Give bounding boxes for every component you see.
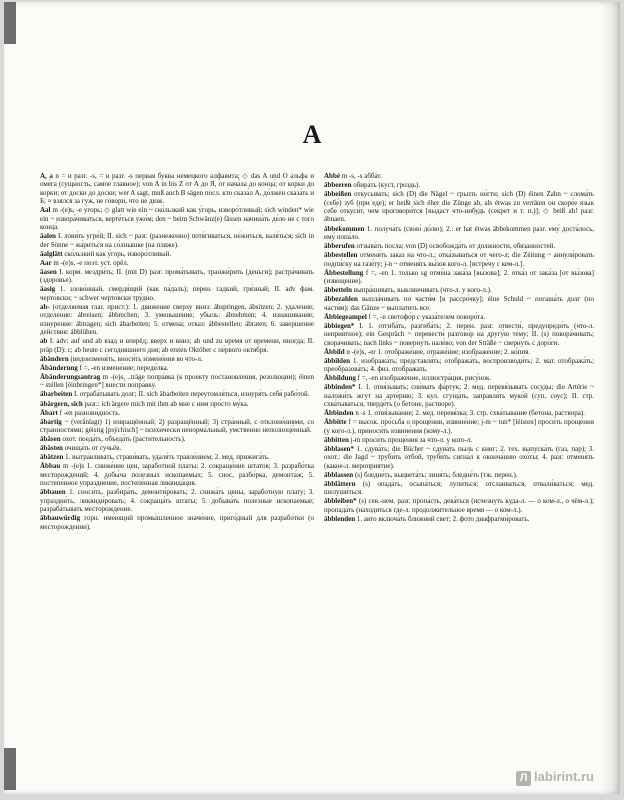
entry-headword: äbbeeren	[324, 181, 352, 190]
entry-definition: 1. авто включа́ть ближний свет; 2. фото диафрагми́ровать.	[356, 514, 530, 523]
entry-definition: m -(e)s, -e поэт. уст. орёл.	[53, 258, 129, 267]
entry-headword: äbbiegen*	[324, 321, 355, 330]
entry-headword: äbändern	[40, 354, 69, 363]
entry-definition: f =, -en измене́ние; переде́лка.	[79, 363, 169, 372]
entry-definition: m -(e)s, -e у́горь; ◇ glatt wie ein ~ ско́льзкий как у́горь, изворо́тливый; sich winden* wie ein ~ извора́чиваться, верте́ться ужо́м; den ~ beim Schwänz(e) fässen начина́ть де́ло не с того конца́.	[40, 206, 314, 232]
dictionary-entry	[324, 515, 594, 523]
dictionary-entry	[40, 285, 314, 302]
entry-definition: I. корм. мездри́ть; II. (mit D) разг. прома́тывать, транжи́рить (деньги); растра́чивать (здоровье).	[40, 267, 314, 285]
dictionary-entry	[324, 313, 594, 321]
page-edge-tab-bottom	[4, 748, 16, 790]
entry-definition: выпра́шивать, выклянчивать (что-л. у кого-л.).	[353, 286, 492, 295]
entry-definition: I. adv: auf und ab взад и вперёд; вверх и вниз; ab und zu время от времени, иногда; II. präp (D): с; ab heute с сегодняшнего дня; ab ersten Oktöber с пе́рвого октября́.	[40, 337, 314, 354]
dictionary-entry	[40, 462, 314, 487]
dictionary-entry	[40, 232, 314, 249]
entry-definition: I. 1. отгиба́ть, разгиба́ть; 2. перен. разг. отвести́, предупреди́ть (что-л. неприятное); ein Gespräch ~ перевести́ разгово́р на другу́ю те́му; II. (s) повора́чивать; сворачивать; nach links ~ поверну́ть нале́во; von der Sträße ~ сверну́ть с доро́ги.	[324, 321, 594, 347]
entry-headword: Äbbiegeampel	[324, 312, 367, 321]
dictionary-entry	[40, 390, 314, 398]
page-edge-tab-top	[4, 2, 16, 44]
entry-headword: ab	[40, 337, 48, 346]
dictionary-entry	[324, 286, 594, 294]
right-column	[324, 172, 594, 744]
entry-headword: äbberufen	[324, 242, 355, 250]
entry-headword: äbbinden*	[324, 383, 356, 392]
entry-headword: äasig	[40, 285, 56, 294]
entry-definition: n -s 1. отвя́зывание; 2. мед. перевя́зка; 3. стр. схва́тывание (бетона, раствора).	[355, 409, 585, 418]
dictionary-entry	[40, 453, 314, 461]
dictionary-entry	[324, 497, 594, 514]
entry-definition: f =, -en изображе́ние, иллюстра́ция, рису́нок.	[357, 374, 492, 383]
entry-definition: отзыва́ть посла; von (D) освобожда́ть от должности, обязанностей.	[356, 242, 556, 250]
entry-definition: разг.: ich ärgere mich mit ihm ab мне с ним про́сто му́ка.	[84, 399, 249, 408]
dictionary-entry	[40, 364, 314, 372]
entry-headword: äbästen	[40, 444, 63, 453]
dictionary-entry	[324, 172, 594, 180]
dictionary-entry	[324, 242, 594, 250]
entry-definition: f = высок. про́сьба о проще́нии, извине́ние; j-m ~ tun* [léisten] проси́ть проще́ния (у кого-л.), приноси́ть извине́ния (кому-л.).	[324, 418, 594, 435]
entry-headword: Äbänderung	[40, 363, 78, 372]
entry-definition: откусывать; sich (D) die Nägel ~ грызть но́гти; sich (D) éinen Zahn ~ слома́ть (себе́) зуб (при еде); er beißt sich éher die Zünge ab, als étwas zu verräten он скоре́е язы́к себе́ откуси́т, чем проговори́тся [вы́даст что-нибудь (секрет и т. п.)]; ◇ beiß ab! разг. ábnaеn.	[324, 190, 594, 224]
entry-headword: äbbekommen	[324, 224, 365, 233]
entry-headword: äbbestellen	[324, 251, 358, 260]
watermark-logo-icon: Л	[516, 771, 531, 786]
watermark	[516, 769, 594, 786]
dictionary-entry	[324, 436, 594, 444]
entry-headword: äbbetteln	[324, 286, 352, 295]
entry-definition: (видоизменя́ть, вноси́ть измене́ния во что-л.	[70, 354, 203, 363]
entry-headword: äbartig	[40, 417, 62, 426]
entry-definition: j-m проси́ть проще́ния за что-л. у кого-л.	[350, 435, 473, 444]
entry-headword: äbärgern, sich	[40, 399, 83, 408]
dictionary-entry	[40, 337, 314, 354]
entry-headword: äbblassen	[324, 470, 354, 479]
entry-headword: Äbbestellung	[324, 268, 364, 277]
left-column	[40, 172, 314, 744]
entry-headword: äasen	[40, 267, 57, 276]
dictionary-entry	[324, 357, 594, 374]
dictionary-entry	[324, 418, 594, 435]
entry-definition: (s) сев.-нем. разг. пропа́сть, дева́ться (исчезнуть куда-л. — о ком-л., о чём-л.); пропада́ть (находиться где-л. продолжительное время — о ком-л.).	[324, 497, 594, 514]
entry-definition: n = и разг. -s, = и разг. -s первая буква немецкого алфавита; ◇ das A und O а́льфа и оме́га (сущность, самое главное); von A in bis Z от А до Я, от нача́ла до конца́; от корки до корки; от доски до доски; wer A sagt, muß auch B sägen посл. кто сказа́л А, до́лжен сказа́ть и Б; ≈ взялся за гуж, не говори, что не дюж.	[40, 172, 314, 206]
entry-headword: äbblenden	[324, 514, 356, 523]
dictionary-entry	[324, 269, 594, 286]
entry-definition: m -(e)s, ..träge попра́вка (к проекту постановления, резолюции); éinen ~ stéllen [éinbringen*] внести́ попра́вку.	[40, 372, 314, 390]
entry-headword: äbbauen	[40, 488, 66, 497]
dictionary-entry	[324, 295, 594, 312]
entry-definition: (отделяемая глаг. прист.): 1. движение сверху вниз: ábspringen, ábsitzen; 2. удаление; отделение: ábreisen; ábbrechen; 3. уменьшение; убыль: ábnehmen; 4. изнашивание; изнурение: ábtragen; sich ábarbeiten; 5. отмена; отказ: ábbestellen; ábraten; 6. завершение действия: ábblühen.	[40, 302, 314, 337]
entry-headword: Äbbitte	[324, 418, 347, 427]
entry-definition: m -s, -s абба́т.	[341, 172, 382, 180]
entry-headword: äbbilden	[324, 356, 351, 365]
entry-headword: Aar	[40, 258, 52, 267]
entry-definition: обира́ть (куст, гроздь).	[353, 181, 421, 190]
dictionary-entry	[40, 172, 314, 206]
watermark-text: labirint.ru	[534, 769, 594, 784]
dictionary-entry	[40, 250, 314, 258]
entry-definition: выпла́чивать по частя́м [в рассро́чку]; éine Schuld ~ погаша́ть долг (по частя́м); das Gänze ~ выплатить все.	[324, 295, 594, 312]
entry-headword: äbarbeiten	[40, 390, 73, 399]
dictionary-entry	[324, 409, 594, 417]
dictionary-entry	[40, 268, 314, 285]
entry-definition: 1. злово́нный, смердя́щий (как па́даль); перен. гадкий, гря́зный; II. adv фам. черто́вски; ~ schwer черто́вски тру́дно.	[40, 285, 314, 302]
entry-headword: äbblättern	[324, 479, 356, 488]
dictionary-entry	[40, 303, 314, 337]
entry-headword: Äbänderungsantrag	[40, 372, 101, 381]
dictionary-entry	[324, 374, 594, 382]
entry-definition: отменя́ть заказ на что-л.; отка́зываться от чего-л; die Zéitung ~ аннули́ровать подпи́ску на газе́ту; j-n ~ отменя́ть вы́зов кого-л. [встре́чу с кем-л.].	[324, 251, 594, 268]
dictionary-entry	[324, 251, 594, 268]
entry-definition: f =, -en 1. только sg отме́на зака́за [вы́зова]; 2. отка́з от зака́за [от вы́зова] (извещение).	[324, 268, 594, 285]
dictionary-entry	[324, 190, 594, 224]
dictionary-entry	[40, 435, 314, 443]
dictionary-entry	[40, 355, 314, 363]
dictionary-entry	[324, 383, 594, 408]
entry-headword: A, a	[40, 172, 53, 180]
entry-headword: äbbitten	[324, 435, 349, 444]
dictionary-entry	[40, 514, 314, 531]
entry-headword: äbätzen	[40, 453, 64, 462]
entry-definition: 1. сдува́ть; die Bücher ~ сдува́ть пыль с книг; 2. тех. выпуска́ть (газ, пар); 3. охот.: die Jagd ~ труби́ть отбо́й, труби́ть сигна́л к оконча́нию охо́ты; 4. разг. отменя́ть (какое-л. мероприятие).	[324, 444, 594, 470]
dictionary-entry	[324, 348, 594, 356]
entry-headword: Äbbau	[40, 462, 61, 471]
entry-definition: горн. име́ющий промы́шленное значе́ние, приго́дный для разрабо́тки (о месторождении).	[40, 514, 314, 531]
entry-headword: äalglätt	[40, 249, 63, 258]
entry-headword: äbbezahlen	[324, 295, 358, 304]
entry-definition: n -(e)s, -er 1. отображе́ние, отраже́ние; изображе́ние; 2. ко́пия.	[346, 347, 531, 356]
entry-headword: äalen	[40, 232, 56, 241]
entry-headword: Abbé	[324, 172, 340, 180]
entry-definition: (s) бледне́ть, выцвета́ть; линя́ть; бледне́ть (тж. перен.).	[354, 470, 518, 479]
entry-headword: äbblasen*	[324, 444, 354, 453]
dictionary-entry	[324, 322, 594, 347]
dictionary-entry	[40, 259, 314, 267]
entry-definition: f =, -n светофо́р с указа́телем поворо́та.	[368, 312, 486, 321]
dictionary-entry	[324, 471, 594, 479]
dictionary-entry	[40, 206, 314, 231]
section-letter-heading: A	[302, 120, 322, 149]
entry-definition: 1. изобража́ть; представля́ть; отобража́ть, воспроизводи́ть; 2. мат. отобража́ть; преобразова́ть; 4. физ. отображать.	[324, 356, 594, 374]
entry-headword: äbbauwürdig	[40, 514, 81, 523]
entry-definition: I. лови́ть угре́й; II. sich ~ разг. (разнеженно) потя́гиваться, не́житься, валя́ться; sich in der Sönne ~ жа́риться на со́лнышке (на пляже).	[40, 232, 314, 249]
dictionary-entry	[324, 445, 594, 470]
entry-headword: Äbbild	[324, 347, 345, 356]
entry-definition: f -en разнови́дность.	[59, 408, 121, 417]
entry-definition: ско́льзкий как у́горь, изворо́тливый.	[64, 249, 172, 258]
entry-definition: 1. вытра́вливать, страви́вать, удаля́ть травле́нием; 2. мед. прижига́ть.	[65, 453, 270, 462]
entry-definition: I. 1. отвя́зывать; сни́мать фа́ртук; 2. мед. перевя́зывать сосуды; die Artérie ~ наложи́ть жгут на арте́рию; 3. кул. сгуща́ть, заправля́ть муко́й (суп, соус); II. стр. схва́тываться, тверде́ть (о бетоне, растворе).	[324, 383, 594, 409]
dictionary-entry	[40, 444, 314, 452]
entry-headword: Äbart	[40, 408, 58, 417]
entry-headword: Äbbildung	[324, 374, 356, 383]
dictionary-entry	[40, 373, 314, 390]
entry-definition: (s) опада́ть, осыпа́ться; лупи́ться; отслаиваться, отвали́ваться; мед. шелуши́ться.	[324, 479, 594, 497]
entry-headword: Aal	[40, 206, 51, 215]
dictionary-entry	[40, 418, 314, 435]
entry-definition: 1. сноси́ть, разбира́ть, демонти́ровать; 2. снижа́ть цены, заработную плату; 3. упраздня́ть, ликвиди́ровать; 4. сокраща́ть штаты; 5. добыва́ть полезные ископаемые; разраба́тывать месторождение.	[40, 488, 314, 514]
entry-definition: 1. получа́ть (свою́ до́лю); 2.: er hat étwas äbbekommen разг. ему́ доста́лось, ему́ попа́ло.	[324, 224, 594, 241]
dictionary-page	[4, 2, 620, 794]
dictionary-entry	[324, 181, 594, 189]
dictionary-entry	[40, 488, 314, 513]
entry-headword: äbäsen	[40, 435, 61, 444]
entry-headword: ab-	[40, 302, 50, 311]
entry-definition: очища́ть от сучьёв.	[64, 444, 122, 453]
entry-headword: Äbbinden	[324, 409, 354, 418]
dictionary-entry	[324, 480, 594, 497]
entry-definition: m -(e)s 1. сниже́ние цен, заработной платы; 2. сокраще́ние штатов; 3. разрабо́тка месторождений; 4. добы́ча полезных ископаемых; 5. снос, разбо́рка, демонта́ж; 5. постепе́нное упраздне́ние, постепе́нная ликвида́ция.	[40, 462, 314, 488]
entry-definition: охот. поеда́ть, объеда́ть (растительность).	[62, 435, 186, 444]
dictionary-entry	[40, 400, 314, 408]
entry-headword: äbbeißen	[324, 190, 352, 199]
entry-headword: äbbleiben*	[324, 497, 357, 506]
entry-definition: ~ (verä́nlagt) 1) извращённый; 2) разращённый; 3) стра́нный, с отклоне́ниями, со стра́нностями; géistig [psýchisch] ~ психи́чески ненорма́льный, умственно неполноце́нный.	[40, 417, 314, 435]
entry-definition: I. отраба́тывать долг; II. sich äbarbeiten переутомля́ться, изнуря́ть себя́ рабо́той.	[74, 390, 310, 399]
dictionary-entry	[40, 409, 314, 417]
dictionary-entry	[324, 225, 594, 242]
